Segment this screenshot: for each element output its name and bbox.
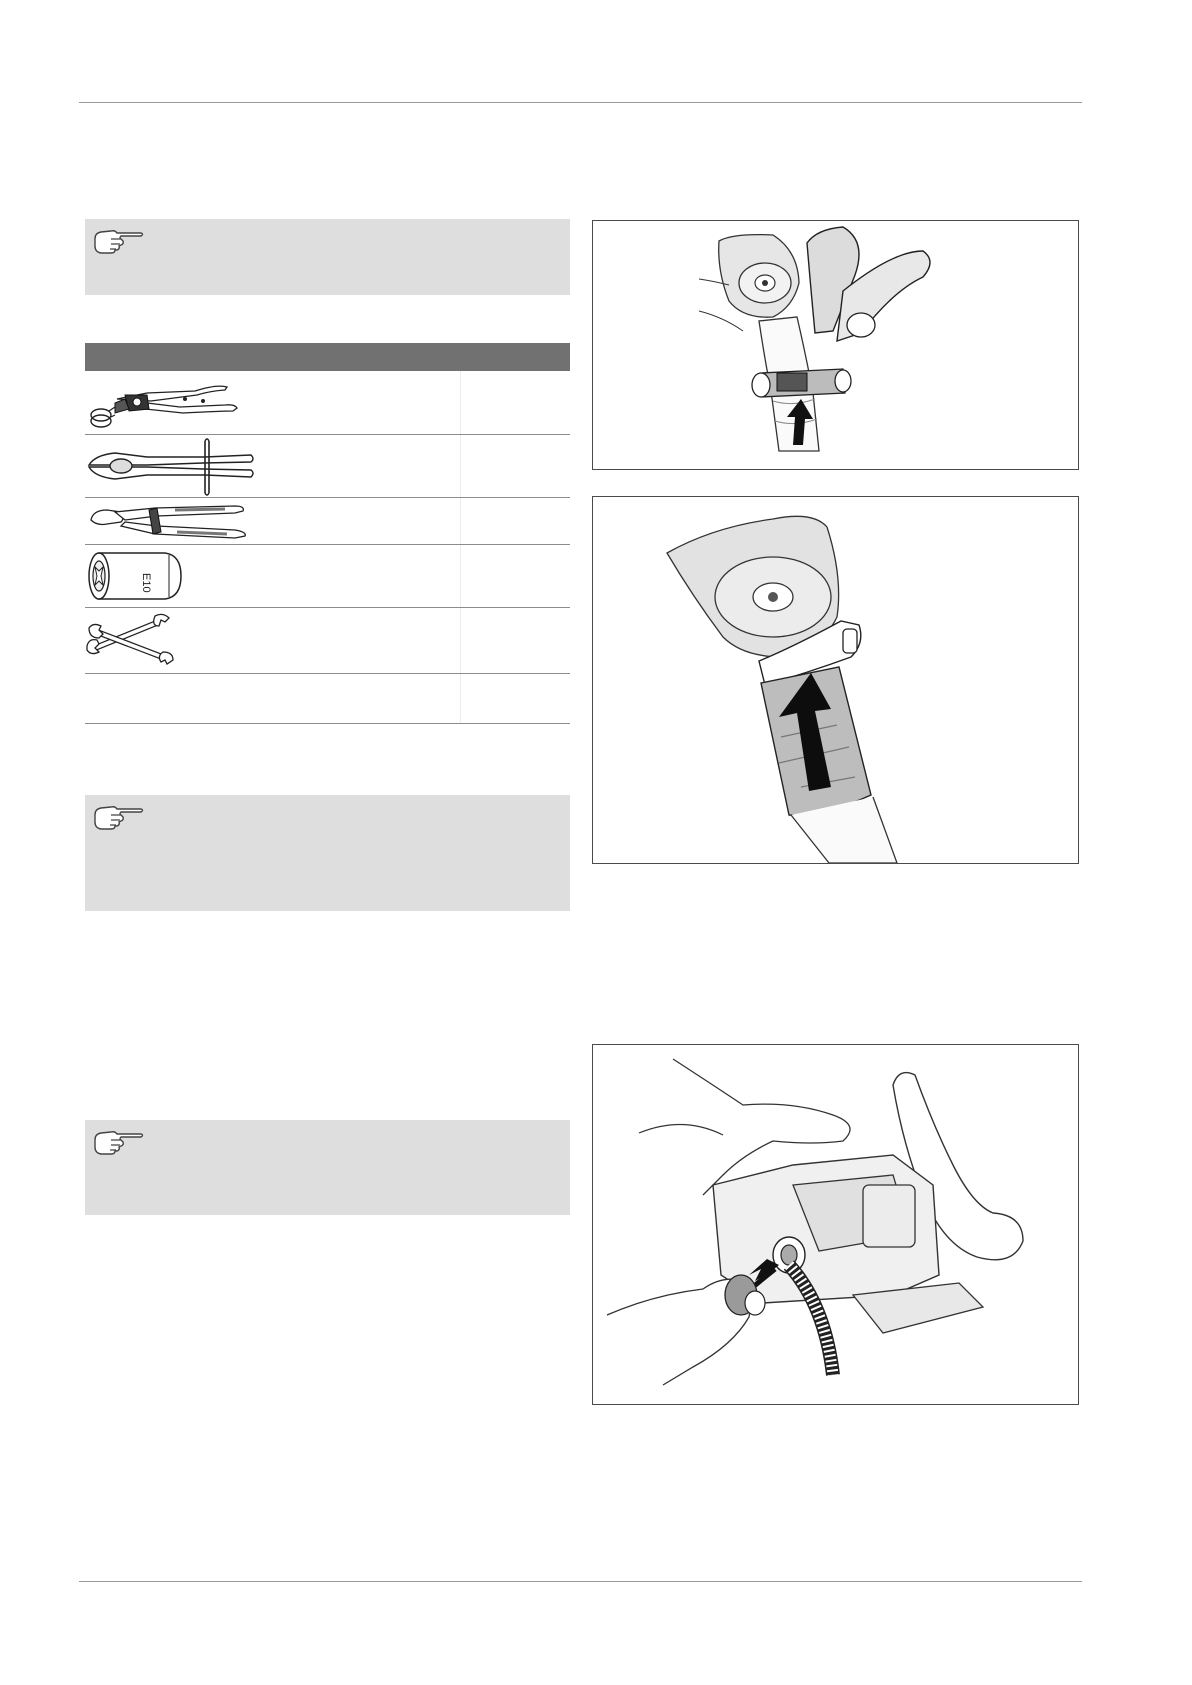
- tool-table: [85, 343, 570, 724]
- table-row: [85, 371, 570, 435]
- hose-clamp-pliers-icon: [85, 371, 245, 434]
- note-box-3: [85, 1120, 570, 1215]
- hose-clamp-push-illustration: [593, 497, 1078, 863]
- table-row: [85, 498, 570, 545]
- tool-table-header: [85, 343, 570, 371]
- socket-label: E10: [140, 573, 152, 593]
- table-row: [85, 435, 570, 498]
- torx-socket-icon: [85, 545, 195, 607]
- table-row: [85, 608, 570, 674]
- figure-hose-connector: [592, 1044, 1079, 1405]
- note-box-2: [85, 795, 570, 911]
- pointing-hand-icon: [91, 225, 145, 255]
- footer-rule: [79, 1581, 1082, 1582]
- water-pump-pliers-icon: [85, 498, 255, 544]
- figure-hose-clamp-pliers: [592, 220, 1079, 470]
- table-row: [85, 545, 570, 608]
- figure-hose-clamp-push: [592, 496, 1079, 864]
- table-row: [85, 674, 570, 724]
- pointing-hand-icon: [91, 1126, 145, 1156]
- hose-clamp-tool-icon: [85, 435, 255, 497]
- header-rule: [79, 102, 1082, 103]
- hose-connector-illustration: [593, 1045, 1078, 1404]
- hose-clamp-pliers-illustration: [593, 221, 1078, 469]
- open-end-wrenches-icon: [85, 608, 185, 673]
- note-box-1: [85, 219, 570, 295]
- pointing-hand-icon: [91, 801, 145, 831]
